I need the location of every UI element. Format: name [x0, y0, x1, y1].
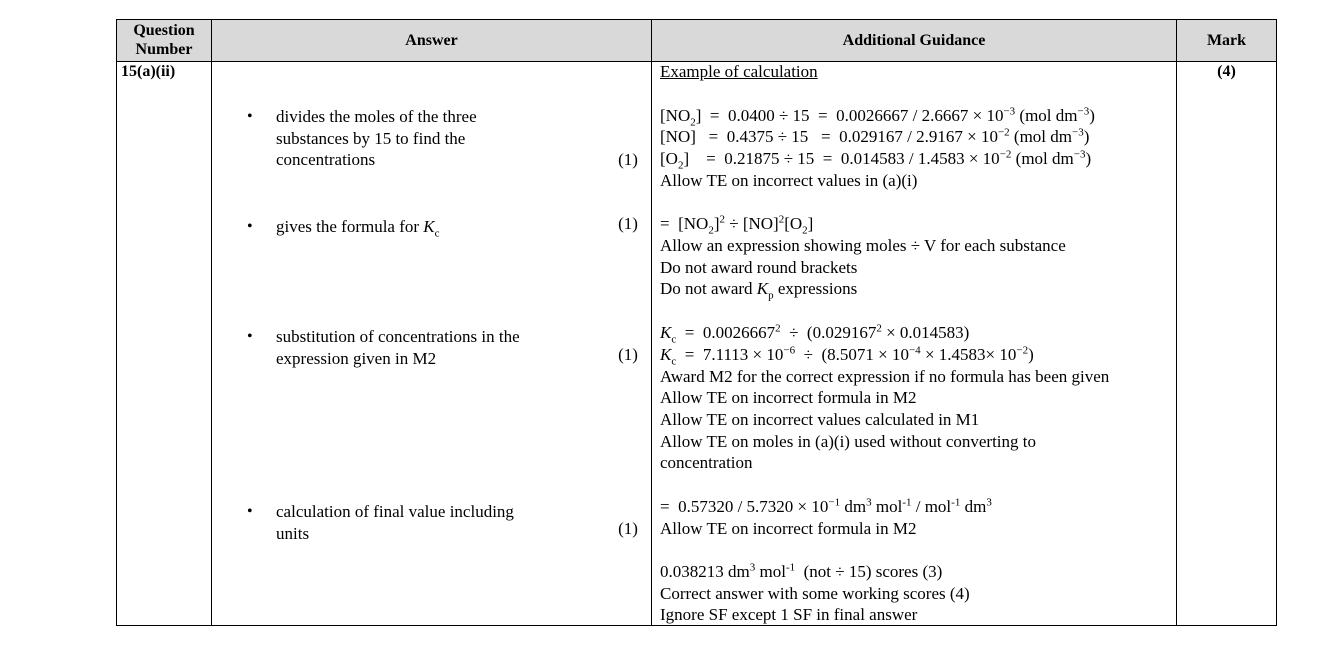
- guidance-note: Allow TE on incorrect values calculated in M1: [660, 410, 980, 429]
- header-mark: Mark: [1206, 32, 1247, 49]
- answer-mark: (1): [618, 214, 638, 233]
- score-note: 0.038213 $dm^3$ mol$^{-1}$ (not ÷ 15) scores (3): [660, 561, 943, 581]
- guidance-note: Award M2 for the correct expression if no formula has been given: [660, 367, 1110, 386]
- answer-point-line: substitution of concentrations in the: [276, 327, 520, 346]
- header-question-number: Question Number: [133, 22, 195, 58]
- answer-mark: (1): [618, 345, 638, 364]
- final-value: = $0.57320 / 5.7320 \times 10^{-1}$ $dm^3$ mol$^{-1}$ / mol$^{-1}$ $dm^3$: [660, 496, 992, 516]
- answer-point-line: expression given in M2: [276, 349, 437, 368]
- no2-calculation: $[NO_2] = 0.0400 \div 15 = 0.0026667 / 2.6667 \times 10^{-3}$ (mol $dm^{-3}$): [660, 105, 1095, 129]
- answer-mark: (1): [618, 519, 638, 538]
- bullet-icon: •: [247, 328, 253, 345]
- bullet-icon: •: [247, 108, 253, 125]
- column-divider: [651, 19, 652, 626]
- guidance-note: concentration: [660, 453, 753, 472]
- score-note: Correct answer with some working scores (4): [660, 584, 970, 603]
- no-calculation: $[NO] = 0.4375 \div 15 = 0.029167 / 2.9167 \times 10^{-2}$ (mol $dm^{-3}$): [660, 126, 1090, 146]
- guidance-note: Do not award $K_p$ expressions: [660, 279, 858, 302]
- allow-te-note: Allow TE on incorrect values in (a)(i): [660, 171, 918, 190]
- kc-substitution: $K_c = 7.1113 \times 10^{-6} \div (8.5071 \times 10^{-4} \times 1.4583\times 10^{-2})$: [660, 344, 1034, 368]
- bullet-icon: •: [247, 503, 253, 520]
- example-heading: Example of calculation: [660, 62, 818, 81]
- answer-point-line: divides the moles of the three: [276, 107, 477, 126]
- bullet-icon: •: [247, 218, 253, 235]
- guidance-note: Allow TE on incorrect formula in M2: [660, 388, 917, 407]
- header-guidance: Additional Guidance: [842, 32, 986, 49]
- answer-point-line: units: [276, 524, 310, 543]
- o2-calculation: $[O_2]$ = $0.21875 \div 15 = 0.014583 / 1.4583 \times 10^{-2}$ (mol $dm^{-3}$): [660, 148, 1092, 172]
- guidance-note: Allow an expression showing moles ÷ V for each substance: [660, 236, 1066, 255]
- guidance-note: Allow TE on moles in (a)(i) used without converting to: [660, 432, 1036, 451]
- column-divider: [1176, 19, 1177, 626]
- answer-point-line: calculation of final value including: [276, 502, 514, 521]
- total-mark: (4): [1217, 63, 1236, 80]
- answer-mark: (1): [618, 150, 638, 169]
- answer-point-line: substances by 15 to find the: [276, 129, 466, 148]
- kc-formula: = $[NO_2]^2 \div [NO]^2[O_2]$: [660, 213, 814, 237]
- header-answer: Answer: [405, 32, 458, 49]
- guidance-note: Allow TE on incorrect formula in M2: [660, 519, 917, 538]
- guidance-note: Do not award round brackets: [660, 258, 858, 277]
- score-note: Ignore SF except 1 SF in final answer: [660, 605, 918, 624]
- kc-substitution: $K_c = 0.0026667^2 \div (0.029167^2 \times 0.014583)$: [660, 322, 970, 346]
- question-number: 15(a)(ii): [121, 63, 176, 80]
- answer-point-line: concentrations: [276, 150, 376, 169]
- answer-point-line: gives the formula for $K_c$: [276, 217, 440, 240]
- column-divider: [211, 19, 212, 626]
